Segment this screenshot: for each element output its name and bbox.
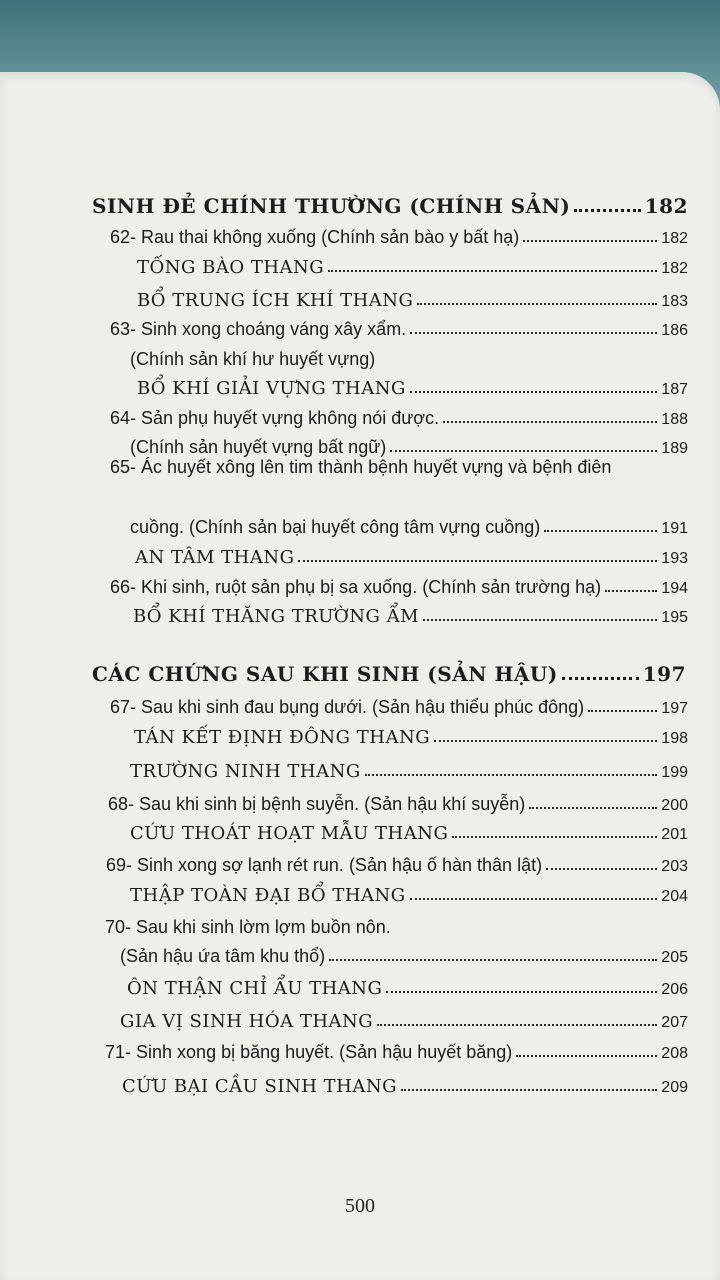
section-heading	[92, 188, 688, 218]
remedy-entry-page: 195	[661, 609, 688, 626]
remedy-entry-page: 201	[661, 826, 688, 843]
toc-entry-text: 68- Sau khi sinh bị bệnh suyễn. (Sản hậu khí suyễn)	[108, 794, 526, 814]
dot-leader	[529, 807, 657, 809]
page-number: 500	[345, 1195, 375, 1217]
toc-entry-page: 208	[661, 1045, 688, 1062]
toc-entry-text: 63- Sinh xong choáng váng xây xẩm.	[110, 319, 407, 339]
remedy-entry	[120, 1002, 688, 1032]
dot-leader	[434, 740, 657, 742]
remedy-entry-page: 193	[661, 550, 688, 567]
dot-leader	[423, 619, 657, 621]
remedy-entry-text: BỔ TRUNG ÍCH KHÍ THANG	[137, 290, 414, 311]
remedy-entry-text: ÔN THẬN CHỈ ẨU THANG	[127, 978, 383, 999]
remedy-entry	[137, 248, 688, 278]
remedy-entry-text: TRƯỜNG NINH THANG	[130, 761, 361, 782]
dot-leader	[386, 991, 657, 993]
toc-entry	[110, 448, 690, 478]
section-heading-page: 197	[642, 662, 686, 686]
toc-entry-text: 69- Sinh xong sợ lạnh rét run. (Sản hậu ố hàn thân lật)	[106, 855, 543, 875]
dot-leader	[588, 710, 657, 712]
remedy-entry-page: 207	[661, 1014, 688, 1031]
entry-continuation-text: (Chính sản khí hư huyết vựng)	[130, 349, 376, 369]
dot-leader	[401, 1089, 657, 1091]
remedy-entry-page: 206	[661, 981, 688, 998]
toc-entry	[110, 399, 688, 429]
remedy-entry	[137, 281, 688, 311]
remedy-entry	[135, 538, 688, 568]
section-heading-page: 182	[644, 194, 688, 218]
remedy-entry-text: AN TÂM THANG	[135, 547, 295, 568]
toc-entry-text: 67- Sau khi sinh đau bụng dưới. (Sản hậu thiểu phúc đông)	[110, 697, 585, 717]
remedy-entry	[127, 969, 688, 999]
entry-continuation-text: cuồng. (Chính sản bại huyết công tâm vựng cuồng)	[130, 517, 541, 537]
entry-continuation	[130, 508, 688, 538]
entry-continuation	[130, 340, 688, 370]
toc-entry	[110, 218, 688, 248]
dot-leader	[377, 1024, 657, 1026]
toc-entry	[108, 785, 688, 815]
remedy-entry-text: THẬP TOÀN ĐẠI BỔ THANG	[130, 885, 406, 906]
entry-continuation	[120, 937, 688, 967]
dot-leader	[605, 590, 657, 592]
dot-leader	[410, 391, 657, 393]
toc-entry-text: 64- Sản phụ huyết vựng không nói được.	[110, 408, 440, 428]
toc-entry	[106, 846, 688, 876]
remedy-entry	[134, 718, 688, 748]
remedy-entry-page: 183	[661, 293, 688, 310]
dot-leader	[544, 530, 657, 532]
dot-leader	[410, 332, 657, 334]
remedy-entry-text: CỨU THOÁT HOẠT MẪU THANG	[130, 823, 449, 844]
remedy-entry-text: GIA VỊ SINH HÓA THANG	[120, 1011, 374, 1032]
remedy-entry-text: TỐNG BÀO THANG	[137, 257, 325, 278]
dot-leader	[562, 677, 639, 680]
section-heading-text: CÁC CHỨNG SAU KHI SINH (SẢN HẬU)	[92, 662, 558, 686]
section-heading	[92, 656, 686, 686]
dot-leader	[328, 270, 657, 272]
remedy-entry-text: BỔ KHÍ THĂNG TRƯỜNG ẨM	[133, 606, 420, 627]
dot-leader	[417, 303, 657, 305]
toc-entry-page: 200	[661, 797, 688, 814]
dot-leader	[546, 868, 657, 870]
toc-entry-text: 65- Ác huyết xông lên tim thành bệnh huyết vựng và bệnh điên	[110, 457, 612, 477]
remedy-entry-text: TÁN KẾT ĐỊNH ĐÔNG THANG	[134, 727, 431, 748]
toc-entry-page: 182	[661, 230, 688, 247]
remedy-entry-page: 187	[661, 381, 688, 398]
toc-entry-page: 197	[661, 700, 688, 717]
toc-entry-text: 62- Rau thai không xuống (Chính sản bào y bất hạ)	[110, 227, 520, 247]
entry-continuation-page: 205	[661, 949, 688, 966]
dot-leader	[365, 774, 658, 776]
toc-entry-page: 186	[661, 322, 688, 339]
toc-entry	[105, 1033, 688, 1063]
entry-continuation-text: (Chính sản huyết vựng bất ngữ)	[130, 437, 387, 457]
remedy-entry	[130, 814, 688, 844]
section-heading-text: SINH ĐẺ CHÍNH THƯỜNG (CHÍNH SẢN)	[92, 194, 571, 218]
toc-entry-text: 66- Khi sinh, ruột sản phụ bị sa xuống. (Chính sản trường hạ)	[110, 577, 602, 597]
remedy-entry	[122, 1067, 688, 1097]
remedy-entry-text: CỨU BẠI CẦU SINH THANG	[122, 1076, 397, 1097]
toc-entry	[105, 908, 688, 938]
toc-entry-text: 70- Sau khi sinh lờm lợm buồn nôn.	[105, 917, 391, 937]
toc-entry	[110, 688, 688, 718]
remedy-entry	[133, 597, 688, 627]
remedy-entry-text: BỔ KHÍ GIẢI VỰNG THANG	[137, 378, 406, 399]
entry-continuation-page: 189	[661, 440, 688, 457]
remedy-entry-page: 198	[661, 730, 688, 747]
dot-leader	[443, 421, 657, 423]
remedy-entry-page: 199	[661, 764, 688, 781]
toc-entry	[110, 310, 688, 340]
entry-continuation-text: (Sản hậu ứa tâm khu thổ)	[120, 946, 326, 966]
toc-entry-page: 188	[661, 411, 688, 428]
dot-leader	[523, 240, 657, 242]
toc-entry-page: 203	[661, 858, 688, 875]
dot-leader	[516, 1055, 657, 1057]
toc-entry-text: 71- Sinh xong bị băng huyết. (Sản hậu huyết băng)	[105, 1042, 513, 1062]
dot-leader	[329, 959, 657, 961]
remedy-entry	[130, 876, 688, 906]
remedy-entry-page: 209	[661, 1079, 688, 1096]
toc-entry-page: 194	[661, 580, 688, 597]
dot-leader	[298, 560, 657, 562]
dot-leader	[410, 898, 658, 900]
dot-leader	[452, 836, 657, 838]
remedy-entry	[130, 752, 688, 782]
toc-entry	[110, 568, 688, 598]
remedy-entry	[137, 369, 688, 399]
remedy-entry-page: 182	[661, 260, 688, 277]
dot-leader	[574, 209, 640, 212]
remedy-entry-page: 204	[661, 888, 688, 905]
entry-continuation-page: 191	[661, 520, 688, 537]
